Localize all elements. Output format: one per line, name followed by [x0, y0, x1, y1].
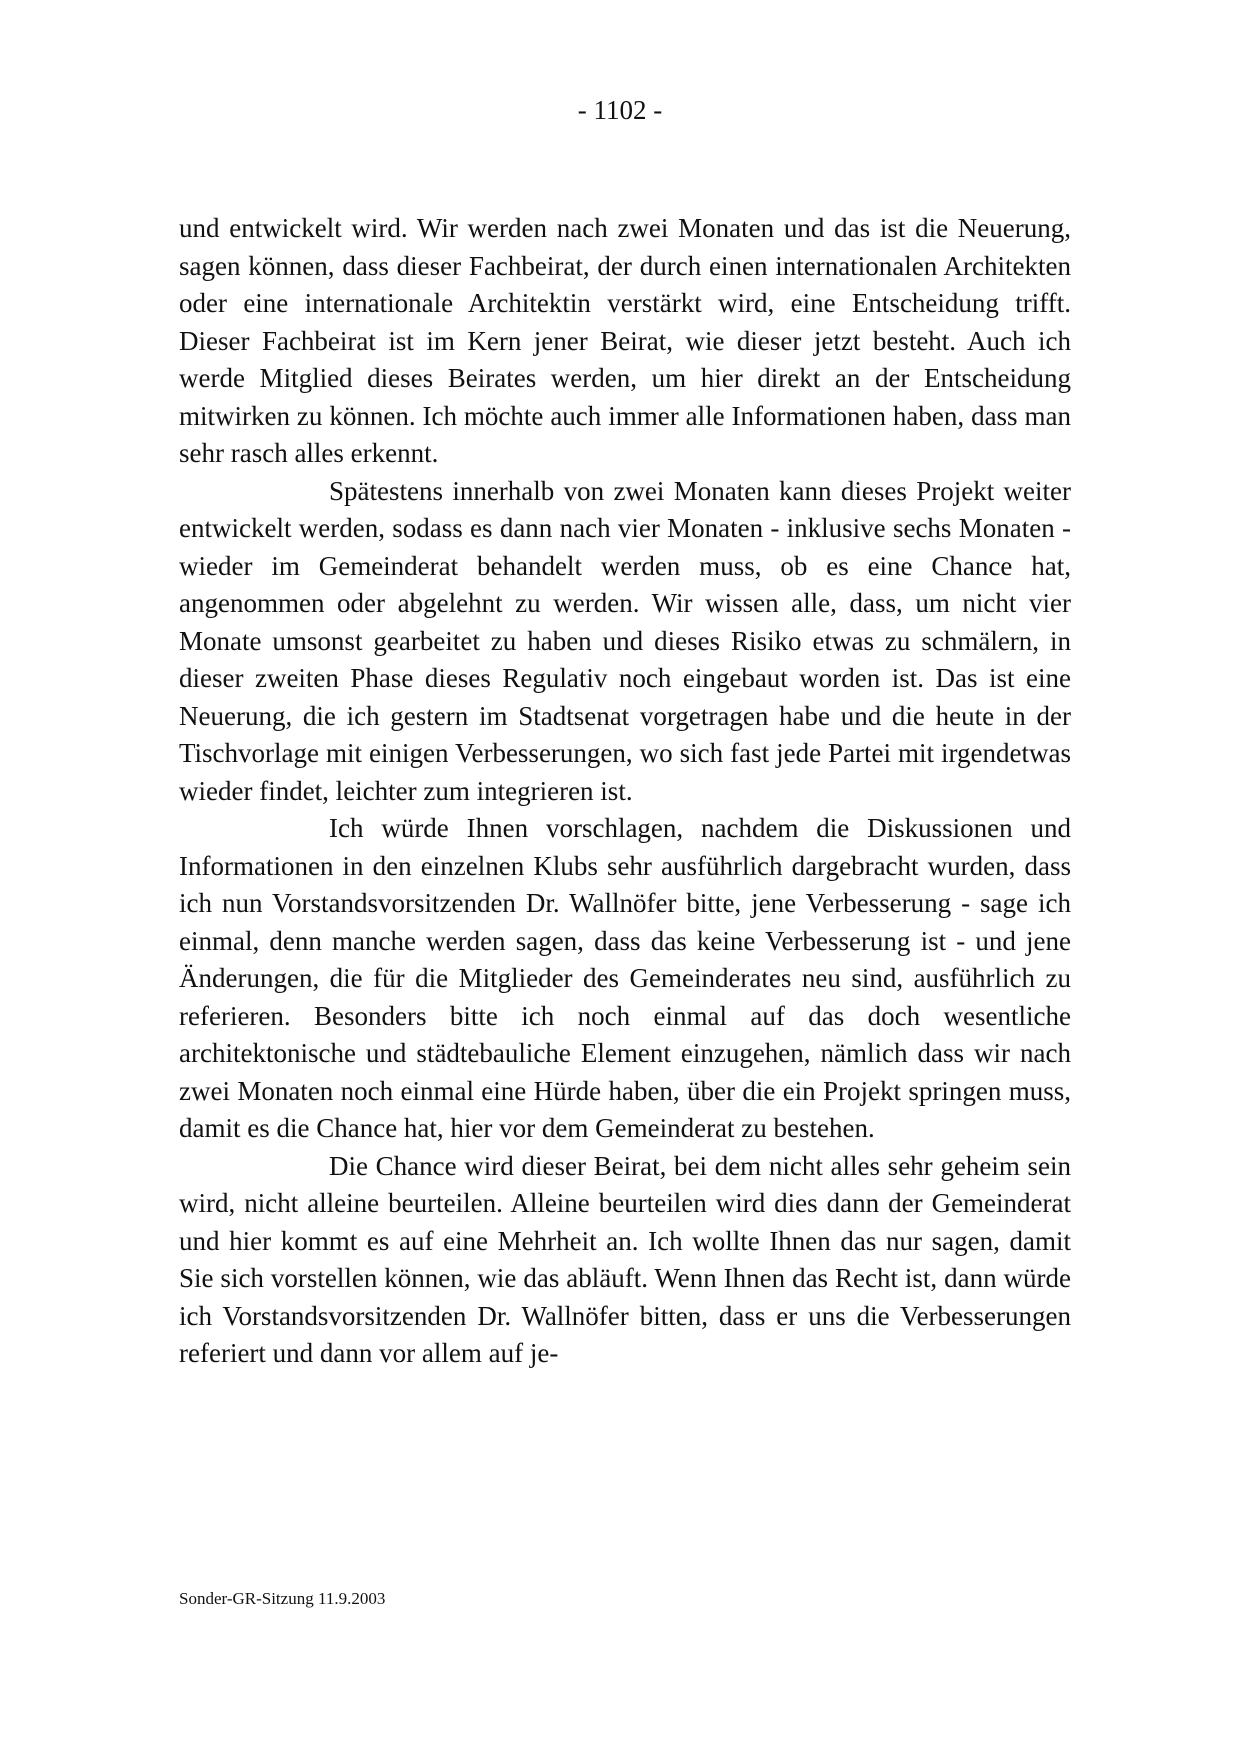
body-text: [179, 210, 1071, 1373]
page-footer: Sonder-GR-Sitzung 11.9.2003: [179, 1589, 386, 1608]
paragraph-3: Ich würde Ihnen vorschlagen, nachdem die Diskussionen und Informationen in den einzelnen Klubs sehr ausführlich dargebracht wurden, dass ich nun Vorstandsvorsitzenden Dr. Wallnöfer bitte, jene Verbesserung - sage ich einmal, denn manche werden sagen, dass das keine Verbesserung ist - und jene Änderungen, die für die Mitglieder des Gemeinderates neu sind, ausführlich zu referieren. Besonders bitte ich noch einmal auf das doch wesentliche architektonische und städtebauliche Element einzugehen, nämlich dass wir nach zwei Monaten noch einmal eine Hürde haben, über die ein Projekt springen muss, damit es die Chance hat, hier vor dem Gemeinderat zu bestehen.: [179, 813, 1071, 1143]
paragraph-1: und entwickelt wird. Wir werden nach zwei Monaten und das ist die Neuerung, sagen können, dass dieser Fachbeirat, der durch einen internationalen Architekten oder eine internationale Architektin verstärkt wird, eine Entscheidung trifft. Dieser Fachbeirat ist im Kern jener Beirat, wie dieser jetzt besteht. Auch ich werde Mitglied dieses Beirates werden, um hier direkt an der Entscheidung mitwirken zu können. Ich möchte auch immer alle Informationen haben, dass man sehr rasch alles erkennt.: [179, 213, 1071, 468]
paragraph-2: Spätestens innerhalb von zwei Monaten kann dieses Projekt weiter entwickelt werden, sodass es dann nach vier Monaten - inklusive sechs Monaten - wieder im Gemeinderat behandelt werden muss, ob es eine Chance hat, angenommen oder abgelehnt zu werden. Wir wissen alle, dass, um nicht vier Monate umsonst gearbeitet zu haben und dieses Risiko etwas zu schmälern, in dieser zweiten Phase dieses Regulativ noch eingebaut worden ist. Das ist eine Neuerung, die ich gestern im Stadtsenat vorgetragen habe und die heute in der Tischvorlage mit einigen Verbesserungen, wo sich fast jede Partei mit irgendetwas wieder findet, leichter zum integrieren ist.: [179, 475, 1071, 806]
page-number: - 1102 -: [577, 95, 663, 125]
paragraph-4: Die Chance wird dieser Beirat, bei dem nicht alles sehr geheim sein wird, nicht alleine beurteilen. Alleine beurteilen wird dies dann der Gemeinderat und hier kommt es auf eine Mehrheit an. Ich wollte Ihnen das nur sagen, damit Sie sich vorstellen können, wie das abläuft. Wenn Ihnen das Recht ist, dann würde ich Vorstandsvorsitzenden Dr. Wallnöfer bitten, dass er uns die Verbesserungen referiert und dann vor allem auf je-: [179, 1150, 1071, 1368]
